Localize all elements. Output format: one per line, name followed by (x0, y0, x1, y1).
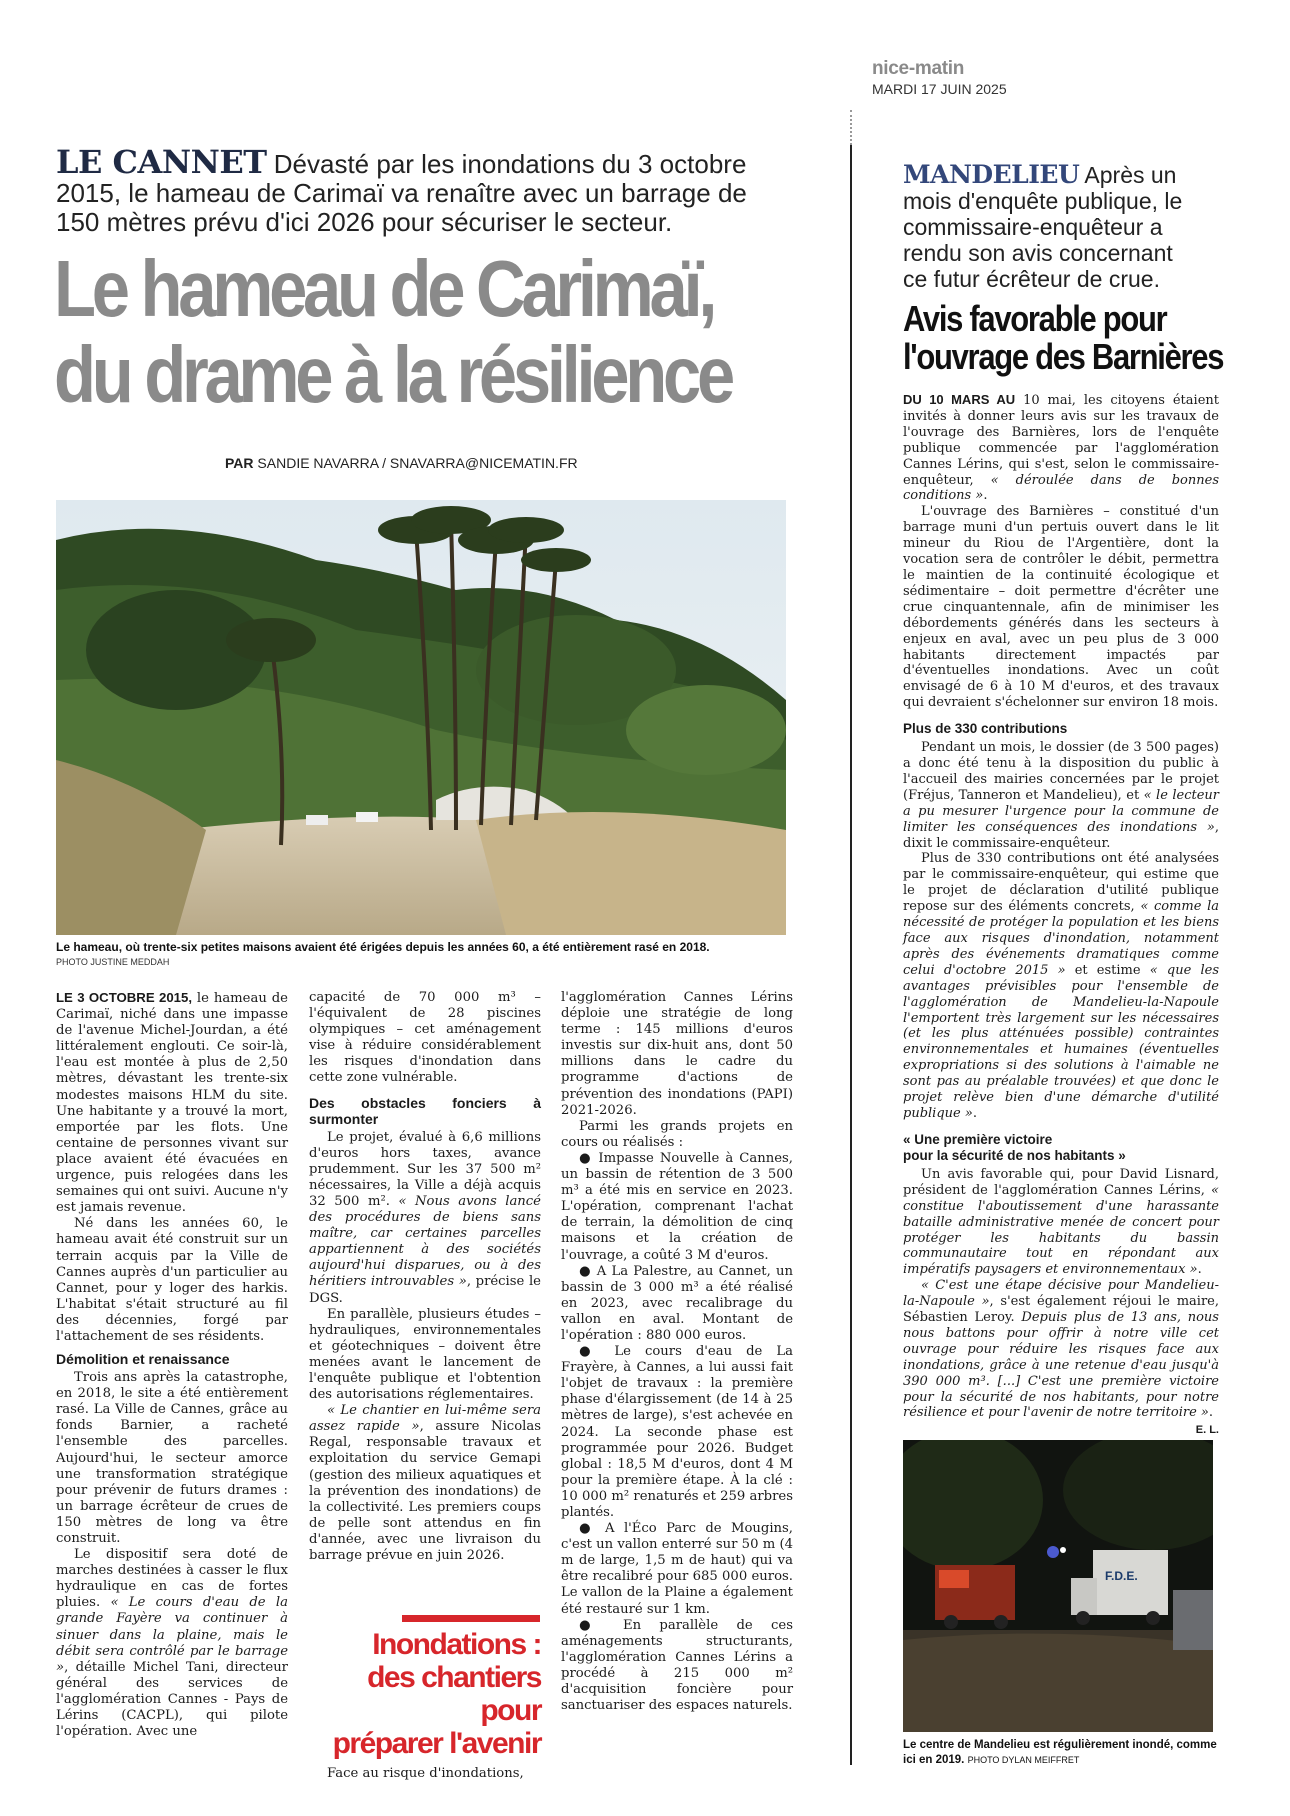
flood-photo-illustration (903, 1440, 1213, 1732)
col1-p4a: Le dispositif sera doté de marches destinées à casser le flux hydraulique en cas de fortes pluies. (56, 1547, 288, 1611)
col1-p4b: , détaille Michel Tani, directeur général des services de l'agglomération Cannes - Pays de Lérins (CACPL), qui pilote l'opération. Avec une (56, 1659, 288, 1740)
sidebar-p1b: . (983, 488, 988, 504)
col1-p4-quote: « Le cours d'eau de la grande Fayère va continuer à sinuer dans la plaine, mais le débit sera contrôlé par le barrage » (56, 1595, 288, 1675)
sidebar-p4b: et estime (1065, 962, 1150, 978)
inset-red-bar (402, 1615, 540, 1622)
col3-p1: l'agglomération Cannes Lérins déploie une stratégie de long terme : 145 millions d'euros investis sur dix-huit ans, dont 50 millions dans le cadre du programme d'actions de prévention des inondations (PAPI) 2021-2026. (561, 990, 793, 1118)
main-deck (56, 143, 796, 237)
sidebar-deck (903, 162, 1203, 292)
sidebar-p4c: . (972, 1105, 977, 1121)
main-headline-line1: Le hameau de Carimaï, (54, 244, 714, 333)
main-kicker: LE CANNET (56, 143, 267, 181)
sidebar-p4-quote-1: « comme la nécessité de protéger la population et les biens face aux risques d'inondation, notamment après des événements dramatiques comme celui d'octobre 2015 » (903, 899, 1219, 978)
main-headline-line2: du drame à la résilience (54, 330, 731, 419)
sidebar-caption-text: Le centre de Mandelieu est régulièrement inondé, comme ici en 2019. (903, 1739, 1217, 1766)
col3-bullet-1: ● Impasse Nouvelle à Cannes, un bassin de rétention de 3 500 m³ a été mis en service en 2023. L'opération, comprenant l'achat de terrain, la démolition de cinq maisons et la création de l'ouvrage, a coûté 3 M d'euros. (561, 1150, 793, 1263)
main-column-2 (309, 990, 541, 1564)
main-photo (56, 500, 786, 935)
sidebar-p6-quote-1: « C'est une étape décisive pour Mandelieu-la-Napoule » (903, 1278, 1219, 1310)
sidebar-signature: E. L. (1195, 1424, 1219, 1437)
col1-subhead: Démolition et renaissance (56, 1351, 230, 1368)
sidebar-headline (903, 298, 1224, 377)
sidebar-headline-2: l'ouvrage des Barnières (903, 336, 1224, 377)
inset-text: Face au risque d'inondations, (327, 1766, 524, 1781)
sidebar-subhead-1: Plus de 330 contributions (903, 721, 1068, 737)
main-photo-caption (56, 940, 796, 967)
sidebar-kicker: MANDELIEU (903, 160, 1080, 189)
col1-p1: le hameau de Carimaï, niché dans une impasse de l'avenue Michel-Jourdan, a été littéralement englouti. Ce soir-là, l'eau est montée à plus de 2,50 mètres, dévastant les trente-six modestes maisons HLM du site. Une habitante y a trouvé la mort, emportée par les flots. Une centaine de personnes vivant sur place avaient été évacuées en urgence, puis relogées dans les semaines qui ont suivi. Aucune n'y est jamais revenue. (56, 991, 288, 1216)
sidebar-headline-1: Avis favorable pour (903, 298, 1167, 339)
sidebar-p1-quote: « déroulée dans de bonnes conditions » (903, 472, 1219, 504)
column-divider-dotted (850, 110, 852, 145)
col3-bullet-5: ● En parallèle de ces aménagements structurants, l'agglomération Cannes Lérins a procédé à 215 000 m² d'acquisition foncière pour sanctuariser des espaces naturels. (561, 1617, 793, 1714)
byline (225, 455, 578, 471)
inset-title-1: Inondations : (372, 1628, 541, 1661)
caption-credit: PHOTO JUSTINE MEDDAH (56, 957, 170, 967)
main-headline (54, 244, 731, 419)
main-column-3 (561, 990, 793, 1714)
sidebar-subhead-2-line1: « Une première victoire (903, 1131, 1053, 1147)
sidebar-p4a: Plus de 330 contributions ont été analysées par le commissaire-enquêteur, qui estime que le projet de déclaration d'utilité publique repose sur des éléments concrets, (903, 851, 1219, 915)
inset-title (309, 1628, 541, 1760)
col2-p2-quote: « Nous avons lancé des procédures de biens sans maître, car certaines parcelles appartiennent à des sociétés aujourd'hui disparues, ou à des héritiers introuvables » (309, 1193, 541, 1290)
byline-par: PAR (225, 455, 254, 471)
sidebar-p3b: , dixit le commissaire-enquêteur. (903, 819, 1219, 851)
sidebar-p5b: . (1197, 1262, 1202, 1278)
col2-p4b: , assure Nicolas Regal, responsable travaux et exploitation du service Gemapi (gestion des milieux aquatiques et la prévention des inondations) de la collectivité. Les premiers coups de pelle sont attendus en fin d'année, avec une livraison du barrage prévue en juin 2026. (309, 1419, 541, 1563)
col1-p2: Né dans les années 60, le hameau avait été construit sur un terrain acquis par la Ville de Cannes auprès d'un particulier au Cannet, pour y loger des harkis. L'habitat s'était structuré au fil des décennies, forgé par l'attachement de ses résidents. (56, 1216, 288, 1344)
hamlet-photo-illustration (56, 500, 786, 935)
sidebar-caption-credit: PHOTO DYLAN MEIFFRET (967, 1755, 1080, 1765)
sidebar-subhead-2-line2: pour la sécurité de nos habitants » (903, 1147, 1126, 1163)
sidebar-lead: DU 10 MARS AU (903, 392, 1016, 407)
byline-author: SANDIE NAVARRA / SNAVARRA@NICEMATIN.FR (257, 455, 578, 471)
col3-bullet-3: ● Le cours d'eau de La Frayère, à Cannes, a lui aussi fait l'objet de travaux : la première phase d'élargissement (de 14 à 25 mètres de large), s'est achevée en 2024. La seconde phase est programmée pour 2026. Budget global : 18,5 M d'euros, dont 4 M pour la première étape. À la clé : 10 000 m² renaturés et 259 arbres plantés. (561, 1344, 793, 1520)
issue-date: MARDI 17 JUIN 2025 (872, 81, 1007, 97)
sidebar-body (903, 392, 1219, 1439)
inset-title-2: des chantiers pour (367, 1661, 541, 1727)
masthead (872, 58, 1172, 97)
col2-p4-quote: « Le chantier en lui-même sera assez rapide » (309, 1403, 541, 1435)
sidebar-p1a: 10 mai, les citoyens étaient invités à donner leurs avis sur les travaux de l'ouvrage des Barnières, lors de l'enquête publique commencée par l'agglomération Cannes Lérins, qui s'est, selon le commissaire-enquêteur, (903, 393, 1219, 488)
inset-title-3: préparer l'avenir (332, 1727, 541, 1760)
sidebar-photo-caption (903, 1738, 1219, 1768)
col3-bullet-4: ● A l'Éco Parc de Mougins, c'est un vallon enterré sur 50 m (4 m de large, 1,5 m de haut) qui va être recalibré pour 685 000 euros. Le vallon de la Plaine a également été restauré sur 1 km. (561, 1521, 793, 1617)
col3-p2: Parmi les grands projets en cours ou réalisés : (561, 1118, 793, 1150)
sidebar-p6b: . (1208, 1405, 1213, 1421)
col2-subhead: Des obstacles fonciers à surmonter (309, 1094, 541, 1127)
inset-box (309, 1615, 541, 1782)
sidebar-p5a: Un avis favorable qui, pour David Lisnard, président de l'agglomération Cannes Lérins, (903, 1166, 1219, 1198)
col2-p1: capacité de 70 000 m³ – l'équivalent de 28 piscines olympiques – cet aménagement vise à réduire considérablement les risques d'inondation dans cette zone vulnérable. (309, 990, 541, 1086)
sidebar-photo (903, 1440, 1213, 1732)
paper-name: nice-matin (872, 58, 965, 79)
sidebar-p5-quote: « constitue l'aboutissement d'une harassante bataille administrative menée de concert pour protéger les habitants du bassin communautaire tout en répondant aux impératifs paysagers et environnementaux » (903, 1182, 1219, 1278)
sidebar-subhead-2 (903, 1132, 1219, 1164)
sidebar-p2: L'ouvrage des Barnières – constitué d'un barrage muni d'un pertuis ouvert dans le lit mineur du Riou de l'Argentière, dont la vocation sera de contrôler le débit, permettra le maintien de la continuité écologique et sédimentaire – doit permettre d'écrêter une crue cinquantennale, afin de minimiser les débordements générés dans les secteurs à enjeux en aval, avec un peu plus de 3 000 habitants directement impactés par d'éventuelles inondations. Avec un coût envisagé de 6 à 10 M d'euros, et des travaux qui devraient s'échelonner sur environ 18 mois. (903, 504, 1219, 711)
caption-text: Le hameau, où trente-six petites maisons avaient été érigées depuis les années 60, a été entièrement rasé en 2018. (56, 940, 710, 954)
col1-p3: Trois ans après la catastrophe, en 2018, le site a été entièrement rasé. La Ville de Cannes, grâce au fonds Barnier, a racheté l'ensemble des parcelles. Aujourd'hui, le secteur amorce une transformation stratégique pour prévenir de futurs drames : un barrage écrêteur de crues de 150 mètres de long va être construit. (56, 1370, 288, 1546)
truck-label: F.D.E. (1105, 1569, 1138, 1583)
main-deck-text: Dévasté par les inondations du 3 octobre 2015, le hameau de Carimaï va renaître avec un barrage de 150 mètres prévu d'ici 2026 pour sécuriser le secteur. (56, 149, 747, 237)
sidebar-p3-quote: « le lecteur a pu mesurer l'urgence pour la commune de limiter les conséquences des inondations » (903, 787, 1219, 835)
sidebar-p4-quote-2: « que les avantages prévisibles pour l'ensemble de l'agglomération de Mandelieu-la-Napoule l'emportent très largement sur les nécessaires (et les plus atténuées possible) contraintes environnementales et humaines (éventuelles expropriations si des solutions à l'aimable ne sont pas au préalable trouvées) et que donc le projet relève bien d'une démarche d'utilité publique » (903, 962, 1219, 1121)
col2-p2b: , précise le DGS. (309, 1274, 541, 1306)
sidebar-p3a: Pendant un mois, le dossier (de 3 500 pages) a donc été tenu à la disposition du public à l'accueil des mairies concernées par le projet (Fréjus, Tanneron et Mandelieu), et (903, 740, 1219, 803)
col2-p3: En parallèle, plusieurs études – hydrauliques, environnementales et géotechniques – doivent être menées avant le lancement de l'enquête publique et l'obtention des autorisations réglementaires. (309, 1306, 541, 1403)
col1-lead: LE 3 OCTOBRE 2015, (56, 990, 192, 1005)
col2-p2a: Le projet, évalué à 6,6 millions d'euros hors taxes, avance prudemment. Sur les 37 500 m² nécessaires, la Ville a déjà acquis 32 500 m². (309, 1129, 541, 1209)
sidebar-p6a: , s'est également réjoui le maire, Sébastien Leroy. (903, 1294, 1219, 1326)
col3-bullet-2: ● A La Palestre, au Cannet, un bassin de 3 000 m³ a été réalisé en 2023, avec recalibrage du vallon en aval. Montant de l'opération : 880 000 euros. (561, 1263, 793, 1343)
sidebar-p6-quote-2: Depuis plus de 13 ans, nous nous battons pour offrir à notre ville cet ouvrage pour réduire les risques face aux inondations, grâce à une retenue d'eau jusqu'à 390 000 m³. [...] C'est une première victoire pour la sécurité de nos habitants, pour notre résilience et pour l'avenir de notre territoire » (903, 1310, 1219, 1421)
sidebar-deck-text: Après un mois d'enquête publique, le commissaire-enquêteur a rendu son avis concernant ce futur écrêteur de crue. (903, 162, 1183, 292)
main-column-1 (56, 990, 288, 1740)
column-divider (850, 145, 852, 1765)
